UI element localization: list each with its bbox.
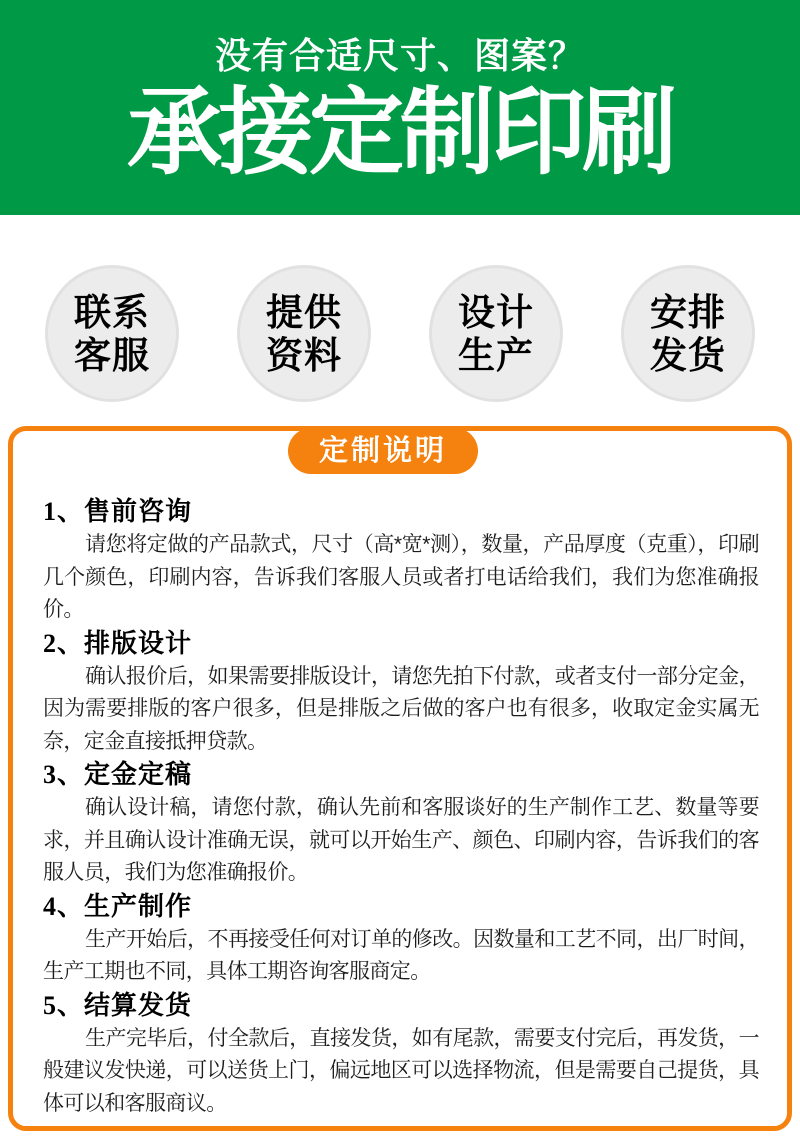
banner-subtitle: 没有合适尺寸、图案？ bbox=[214, 35, 585, 76]
section-body: 确认设计稿，请您付款，确认先前和客服谈好的生产制作工艺、数量等要求，并且确认设计准确无误，就可以开始生产、颜色、印刷内容，告诉我们的客服人员，我们为您准确报价。 bbox=[43, 796, 759, 884]
step-design-production bbox=[429, 265, 563, 402]
step-label-line2: 发货 bbox=[650, 334, 726, 376]
section-heading: 2、排版设计 bbox=[43, 628, 193, 658]
section-body: 确认报价后，如果需要排版设计，请您先拍下付款，或者支付一部分定金，因为需要排版的客户很多，但是排版之后做的客户也有很多，收取定金实属无奈，定金直接抵押贷款。 bbox=[43, 664, 759, 753]
section-heading: 4、生产制作 bbox=[43, 891, 193, 921]
section-presale-consult bbox=[43, 495, 759, 627]
section-body: 生产完毕后，付全款后，直接发货，如有尾款，需要支付完后，再发货，一般建议发快递，可以送货上门，偏远地区可以选择物流，但是需要自己提货，具体可以和客服商议。 bbox=[43, 1026, 759, 1115]
section-heading: 1、售前咨询 bbox=[43, 497, 193, 526]
step-provide-materials bbox=[237, 265, 371, 402]
section-production bbox=[43, 890, 759, 989]
section-body: 生产开始后，不再接受任何对订单的修改。因数量和工艺不同，出厂时间，生产工期也不同，具体工期咨询客服商定。 bbox=[43, 927, 759, 983]
step-label-line1: 设计 bbox=[458, 291, 534, 333]
instructions-badge: 定制说明 bbox=[288, 428, 478, 474]
step-label-line1: 提供 bbox=[266, 291, 342, 333]
banner-title: 承接定制印刷 bbox=[126, 80, 673, 186]
process-steps-row bbox=[0, 265, 800, 402]
step-label-line2: 资料 bbox=[266, 334, 342, 376]
step-label-line1: 安排 bbox=[650, 291, 726, 333]
step-label-line2: 生产 bbox=[458, 334, 534, 376]
promo-banner bbox=[0, 0, 800, 215]
step-label-line1: 联系 bbox=[74, 291, 150, 333]
step-arrange-shipping bbox=[621, 265, 755, 402]
section-heading: 5、结算发货 bbox=[43, 990, 193, 1020]
section-heading: 3、定金定稿 bbox=[43, 760, 193, 789]
section-deposit-finalize bbox=[43, 758, 759, 890]
section-settle-ship bbox=[43, 989, 759, 1121]
step-contact-service bbox=[45, 265, 179, 402]
section-layout-design bbox=[43, 627, 759, 759]
custom-instructions-panel bbox=[8, 426, 792, 1131]
step-label-line2: 客服 bbox=[74, 334, 150, 376]
section-body: 请您将定做的产品款式，尺寸（高*宽*测），数量，产品厚度（克重），印刷几个颜色，印刷内容，告诉我们客服人员或者打电话给我们，我们为您准确报价。 bbox=[43, 533, 759, 621]
